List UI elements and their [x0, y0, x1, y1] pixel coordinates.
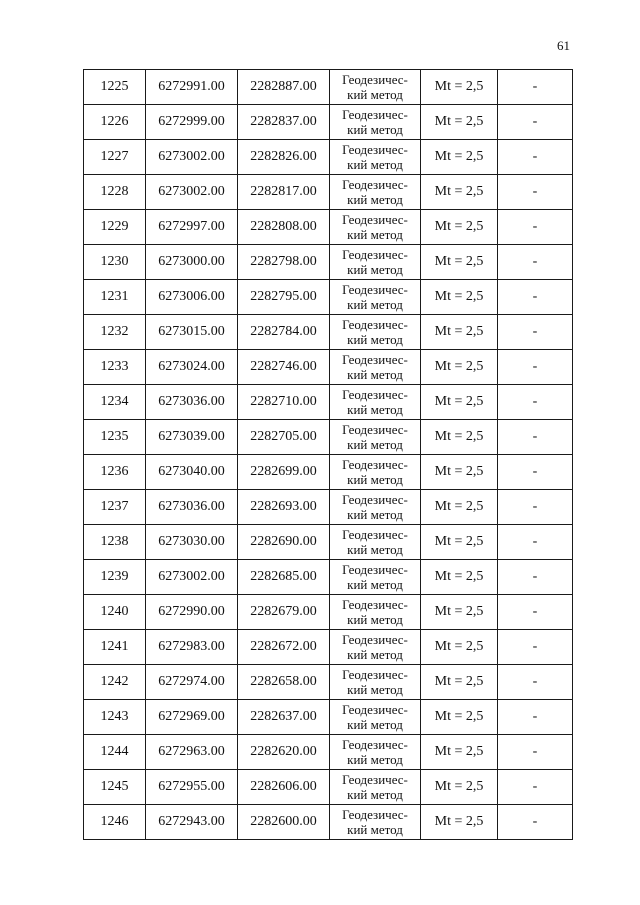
- accuracy-cell: Mt = 2,5: [421, 245, 498, 280]
- x-coordinate-cell: 6272997.00: [146, 210, 238, 245]
- method-cell: [330, 350, 421, 385]
- method-cell: [330, 455, 421, 490]
- y-coordinate-cell: 2282795.00: [238, 280, 330, 315]
- method-text: кий метод: [347, 542, 403, 557]
- note-cell: -: [498, 560, 573, 595]
- point-number-cell: 1238: [84, 525, 146, 560]
- accuracy-cell: Mt = 2,5: [421, 490, 498, 525]
- method-text: кий метод: [347, 472, 403, 487]
- method-text: Геодезичес-: [342, 422, 408, 437]
- point-number-cell: 1232: [84, 315, 146, 350]
- accuracy-cell: Mt = 2,5: [421, 175, 498, 210]
- method-text: Геодезичес-: [342, 597, 408, 612]
- method-cell: [330, 595, 421, 630]
- method-text: кий метод: [347, 822, 403, 837]
- accuracy-cell: Mt = 2,5: [421, 525, 498, 560]
- y-coordinate-cell: 2282672.00: [238, 630, 330, 665]
- y-coordinate-cell: 2282600.00: [238, 805, 330, 840]
- table-row: [84, 140, 573, 175]
- y-coordinate-cell: 2282693.00: [238, 490, 330, 525]
- table-row: [84, 385, 573, 420]
- table-row: [84, 560, 573, 595]
- accuracy-cell: Mt = 2,5: [421, 455, 498, 490]
- note-cell: -: [498, 140, 573, 175]
- y-coordinate-cell: 2282690.00: [238, 525, 330, 560]
- x-coordinate-cell: 6273015.00: [146, 315, 238, 350]
- table-row: [84, 525, 573, 560]
- y-coordinate-cell: 2282606.00: [238, 770, 330, 805]
- method-text: кий метод: [347, 262, 403, 277]
- point-number-cell: 1244: [84, 735, 146, 770]
- method-text: Геодезичес-: [342, 702, 408, 717]
- method-text: Геодезичес-: [342, 562, 408, 577]
- accuracy-cell: Mt = 2,5: [421, 315, 498, 350]
- y-coordinate-cell: 2282837.00: [238, 105, 330, 140]
- method-text: кий метод: [347, 122, 403, 137]
- accuracy-cell: Mt = 2,5: [421, 420, 498, 455]
- table-row: [84, 350, 573, 385]
- method-text: Геодезичес-: [342, 632, 408, 647]
- table-row: [84, 245, 573, 280]
- method-cell: [330, 770, 421, 805]
- y-coordinate-cell: 2282710.00: [238, 385, 330, 420]
- point-number-cell: 1236: [84, 455, 146, 490]
- table-row: [84, 420, 573, 455]
- table-row: [84, 700, 573, 735]
- method-text: кий метод: [347, 192, 403, 207]
- x-coordinate-cell: 6273006.00: [146, 280, 238, 315]
- method-text: Геодезичес-: [342, 317, 408, 332]
- table-row: [84, 595, 573, 630]
- x-coordinate-cell: 6273024.00: [146, 350, 238, 385]
- method-cell: [330, 560, 421, 595]
- accuracy-cell: Mt = 2,5: [421, 595, 498, 630]
- point-number-cell: 1241: [84, 630, 146, 665]
- method-cell: [330, 140, 421, 175]
- y-coordinate-cell: 2282826.00: [238, 140, 330, 175]
- method-cell: [330, 210, 421, 245]
- method-text: кий метод: [347, 87, 403, 102]
- accuracy-cell: Mt = 2,5: [421, 385, 498, 420]
- accuracy-cell: Mt = 2,5: [421, 350, 498, 385]
- note-cell: -: [498, 315, 573, 350]
- accuracy-cell: Mt = 2,5: [421, 665, 498, 700]
- x-coordinate-cell: 6272983.00: [146, 630, 238, 665]
- method-cell: [330, 735, 421, 770]
- x-coordinate-cell: 6272943.00: [146, 805, 238, 840]
- point-number-cell: 1225: [84, 70, 146, 105]
- y-coordinate-cell: 2282679.00: [238, 595, 330, 630]
- point-number-cell: 1230: [84, 245, 146, 280]
- x-coordinate-cell: 6273002.00: [146, 560, 238, 595]
- method-text: Геодезичес-: [342, 212, 408, 227]
- x-coordinate-cell: 6272969.00: [146, 700, 238, 735]
- y-coordinate-cell: 2282705.00: [238, 420, 330, 455]
- x-coordinate-cell: 6273040.00: [146, 455, 238, 490]
- table-row: [84, 315, 573, 350]
- table-row: [84, 280, 573, 315]
- method-cell: [330, 175, 421, 210]
- note-cell: -: [498, 700, 573, 735]
- method-text: кий метод: [347, 612, 403, 627]
- method-text: Геодезичес-: [342, 457, 408, 472]
- method-cell: [330, 700, 421, 735]
- y-coordinate-cell: 2282887.00: [238, 70, 330, 105]
- point-number-cell: 1245: [84, 770, 146, 805]
- note-cell: -: [498, 385, 573, 420]
- table-row: [84, 665, 573, 700]
- coordinates-table: [83, 69, 573, 840]
- x-coordinate-cell: 6273030.00: [146, 525, 238, 560]
- method-text: Геодезичес-: [342, 247, 408, 262]
- method-text: Геодезичес-: [342, 352, 408, 367]
- method-text: кий метод: [347, 682, 403, 697]
- x-coordinate-cell: 6272955.00: [146, 770, 238, 805]
- method-cell: [330, 630, 421, 665]
- x-coordinate-cell: 6272991.00: [146, 70, 238, 105]
- method-text: кий метод: [347, 297, 403, 312]
- table-row: [84, 175, 573, 210]
- table-row: [84, 490, 573, 525]
- method-text: Геодезичес-: [342, 177, 408, 192]
- accuracy-cell: Mt = 2,5: [421, 735, 498, 770]
- table-row: [84, 210, 573, 245]
- note-cell: -: [498, 280, 573, 315]
- method-text: Геодезичес-: [342, 737, 408, 752]
- method-text: кий метод: [347, 437, 403, 452]
- method-text: кий метод: [347, 332, 403, 347]
- method-cell: [330, 385, 421, 420]
- method-text: кий метод: [347, 577, 403, 592]
- x-coordinate-cell: 6273000.00: [146, 245, 238, 280]
- note-cell: -: [498, 245, 573, 280]
- x-coordinate-cell: 6273036.00: [146, 490, 238, 525]
- y-coordinate-cell: 2282620.00: [238, 735, 330, 770]
- method-text: Геодезичес-: [342, 527, 408, 542]
- x-coordinate-cell: 6273039.00: [146, 420, 238, 455]
- table-row: [84, 770, 573, 805]
- method-text: Геодезичес-: [342, 107, 408, 122]
- method-text: Геодезичес-: [342, 772, 408, 787]
- method-cell: [330, 280, 421, 315]
- accuracy-cell: Mt = 2,5: [421, 805, 498, 840]
- method-cell: [330, 315, 421, 350]
- y-coordinate-cell: 2282798.00: [238, 245, 330, 280]
- method-cell: [330, 805, 421, 840]
- method-cell: [330, 665, 421, 700]
- note-cell: -: [498, 735, 573, 770]
- point-number-cell: 1234: [84, 385, 146, 420]
- method-cell: [330, 70, 421, 105]
- y-coordinate-cell: 2282637.00: [238, 700, 330, 735]
- method-text: Геодезичес-: [342, 667, 408, 682]
- point-number-cell: 1239: [84, 560, 146, 595]
- method-text: Геодезичес-: [342, 282, 408, 297]
- accuracy-cell: Mt = 2,5: [421, 280, 498, 315]
- accuracy-cell: Mt = 2,5: [421, 105, 498, 140]
- table-row: [84, 105, 573, 140]
- note-cell: -: [498, 595, 573, 630]
- method-text: кий метод: [347, 367, 403, 382]
- point-number-cell: 1233: [84, 350, 146, 385]
- method-text: Геодезичес-: [342, 387, 408, 402]
- note-cell: -: [498, 770, 573, 805]
- note-cell: -: [498, 420, 573, 455]
- note-cell: -: [498, 210, 573, 245]
- accuracy-cell: Mt = 2,5: [421, 210, 498, 245]
- accuracy-cell: Mt = 2,5: [421, 630, 498, 665]
- table-row: [84, 70, 573, 105]
- method-text: Геодезичес-: [342, 72, 408, 87]
- accuracy-cell: Mt = 2,5: [421, 700, 498, 735]
- table-row: [84, 455, 573, 490]
- note-cell: -: [498, 490, 573, 525]
- method-cell: [330, 245, 421, 280]
- method-text: кий метод: [347, 787, 403, 802]
- method-cell: [330, 525, 421, 560]
- point-number-cell: 1246: [84, 805, 146, 840]
- accuracy-cell: Mt = 2,5: [421, 140, 498, 175]
- point-number-cell: 1235: [84, 420, 146, 455]
- x-coordinate-cell: 6272974.00: [146, 665, 238, 700]
- x-coordinate-cell: 6272963.00: [146, 735, 238, 770]
- x-coordinate-cell: 6273002.00: [146, 175, 238, 210]
- accuracy-cell: Mt = 2,5: [421, 560, 498, 595]
- y-coordinate-cell: 2282808.00: [238, 210, 330, 245]
- method-text: кий метод: [347, 752, 403, 767]
- table-row: [84, 805, 573, 840]
- method-cell: [330, 105, 421, 140]
- point-number-cell: 1240: [84, 595, 146, 630]
- note-cell: -: [498, 525, 573, 560]
- method-cell: [330, 490, 421, 525]
- accuracy-cell: Mt = 2,5: [421, 770, 498, 805]
- note-cell: -: [498, 665, 573, 700]
- x-coordinate-cell: 6273036.00: [146, 385, 238, 420]
- y-coordinate-cell: 2282784.00: [238, 315, 330, 350]
- point-number-cell: 1228: [84, 175, 146, 210]
- point-number-cell: 1229: [84, 210, 146, 245]
- method-cell: [330, 420, 421, 455]
- accuracy-cell: Mt = 2,5: [421, 70, 498, 105]
- point-number-cell: 1243: [84, 700, 146, 735]
- method-text: кий метод: [347, 717, 403, 732]
- y-coordinate-cell: 2282658.00: [238, 665, 330, 700]
- note-cell: -: [498, 805, 573, 840]
- note-cell: -: [498, 70, 573, 105]
- method-text: Геодезичес-: [342, 492, 408, 507]
- note-cell: -: [498, 175, 573, 210]
- y-coordinate-cell: 2282817.00: [238, 175, 330, 210]
- table-row: [84, 630, 573, 665]
- x-coordinate-cell: 6272999.00: [146, 105, 238, 140]
- page-number: 61: [557, 38, 570, 53]
- method-text: кий метод: [347, 507, 403, 522]
- point-number-cell: 1242: [84, 665, 146, 700]
- y-coordinate-cell: 2282746.00: [238, 350, 330, 385]
- method-text: кий метод: [347, 402, 403, 417]
- point-number-cell: 1226: [84, 105, 146, 140]
- point-number-cell: 1231: [84, 280, 146, 315]
- y-coordinate-cell: 2282699.00: [238, 455, 330, 490]
- note-cell: -: [498, 350, 573, 385]
- coordinates-table-body: [84, 70, 573, 840]
- method-text: Геодезичес-: [342, 807, 408, 822]
- point-number-cell: 1227: [84, 140, 146, 175]
- y-coordinate-cell: 2282685.00: [238, 560, 330, 595]
- method-text: Геодезичес-: [342, 142, 408, 157]
- note-cell: -: [498, 455, 573, 490]
- x-coordinate-cell: 6272990.00: [146, 595, 238, 630]
- point-number-cell: 1237: [84, 490, 146, 525]
- method-text: кий метод: [347, 647, 403, 662]
- method-text: кий метод: [347, 227, 403, 242]
- note-cell: -: [498, 630, 573, 665]
- note-cell: -: [498, 105, 573, 140]
- x-coordinate-cell: 6273002.00: [146, 140, 238, 175]
- method-text: кий метод: [347, 157, 403, 172]
- table-row: [84, 735, 573, 770]
